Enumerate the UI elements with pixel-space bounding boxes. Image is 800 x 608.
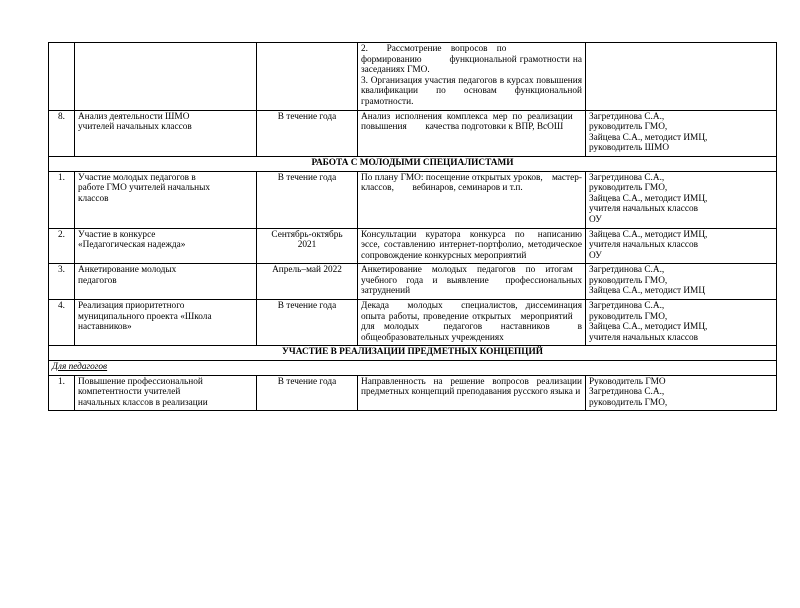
row-description-cell — [358, 300, 586, 346]
responsible-line: Загретдинова С.А., — [589, 111, 665, 122]
row-responsible-cell — [586, 264, 777, 300]
row-event-cell — [75, 375, 257, 411]
row-responsible-cell — [586, 375, 777, 411]
row-description-cell — [358, 110, 586, 156]
event-line: классов — [78, 193, 109, 204]
table-row — [49, 110, 777, 156]
event-line: Анкетирование молодых — [78, 265, 177, 276]
responsible-line: Руководитель ГМО — [589, 376, 666, 387]
row-event-cell — [75, 300, 257, 346]
responsible-line: Зайцева С.А., методист ИМЦ, — [589, 322, 708, 333]
responsible-line: учителя начальных классов — [589, 204, 698, 215]
row-description-cell — [358, 171, 586, 228]
responsible-line: Загретдинова С.А., — [589, 172, 665, 183]
row-date-cell: В течение года — [257, 375, 358, 411]
row-number-cell: 2. — [49, 228, 75, 264]
responsible-line: Загретдинова С.А., — [589, 301, 665, 312]
description-line: Анкетирование молодых педагогов по итогам учебного года и выявление профессиональных затруднений — [361, 265, 582, 297]
row-number-cell: 8. — [49, 110, 75, 156]
row-description-cell — [358, 264, 586, 300]
date-line: Сентябрь-октябрь — [271, 229, 343, 240]
event-line: начальных классов в реализации — [78, 397, 208, 408]
event-line: компетентности учителей — [78, 387, 181, 398]
row-description-cell — [358, 228, 586, 264]
row-description-cell — [358, 375, 586, 411]
row-number-cell: 1. — [49, 375, 75, 411]
section-title: УЧАСТИЕ В РЕАЛИЗАЦИИ ПРЕДМЕТНЫХ КОНЦЕПЦИЙ — [49, 346, 777, 361]
row-date-cell: В течение года — [257, 110, 358, 156]
row-number-cell: 1. — [49, 171, 75, 228]
table-row — [49, 264, 777, 300]
responsible-line: Загретдинова С.А., — [589, 387, 665, 398]
description-line: Анализ исполнения комплекса мер по реализации повышения качества подготовки к ВПР, ВсОШ — [361, 111, 582, 133]
event-line: Реализация приоритетного — [78, 301, 185, 312]
description-line: Консультации куратора конкурса по написанию эссе, составлению интернет-портфолио, методическое сопровождение конкурсных мероприятий — [361, 229, 582, 261]
row-responsible-cell — [586, 43, 777, 111]
event-line: «Педагогическая надежда» — [78, 240, 186, 251]
table-row — [49, 228, 777, 264]
date-line: 2021 — [297, 240, 317, 251]
description-line: Декада молодых специалистов, диссеминация опыта работы, проведение открытых мероприятий для молодых педагогов наставников в общеобразовательных учреждениях — [361, 301, 582, 343]
responsible-line: руководитель ШМО — [589, 143, 670, 154]
event-line: Участие молодых педагогов в — [78, 172, 196, 183]
description-line: Направленность на решение вопросов реализации предметных концепций преподавания русского языка и — [361, 376, 582, 398]
responsible-line: руководитель ГМО, — [589, 183, 668, 194]
responsible-line: руководитель ГМО, — [589, 275, 668, 286]
description-line: 3. Организация участия педагогов в курсах повышения квалификации по основам функциональной грамотности. — [361, 75, 582, 107]
row-responsible-cell — [586, 110, 777, 156]
event-line: Участие в конкурсе — [78, 229, 156, 240]
section-header-row — [49, 346, 777, 361]
row-date-cell: Апрель–май 2022 — [257, 264, 358, 300]
table-row — [49, 43, 777, 111]
responsible-line: Зайцева С.А., методист ИМЦ — [589, 286, 706, 297]
responsible-line: Загретдинова С.А., — [589, 265, 665, 276]
responsible-line: руководитель ГМО, — [589, 311, 668, 322]
responsible-line: руководитель ГМО, — [589, 122, 668, 133]
responsible-line: Зайцева С.А., методист ИМЦ, — [589, 132, 708, 143]
row-event-cell — [75, 43, 257, 111]
responsible-line: учителя начальных классов — [589, 240, 698, 251]
row-event-cell — [75, 264, 257, 300]
row-date-cell: В течение года — [257, 171, 358, 228]
row-date-cell: В течение года — [257, 300, 358, 346]
row-responsible-cell — [586, 171, 777, 228]
row-number-cell: 4. — [49, 300, 75, 346]
responsible-line: ОУ — [589, 214, 602, 225]
table-row — [49, 375, 777, 411]
description-line: По плану ГМО: посещение открытых уроков, мастер-классов, вебинаров, семинаров и т.п. — [361, 172, 582, 194]
row-responsible-cell — [586, 300, 777, 346]
schedule-table — [48, 42, 777, 411]
row-date-cell — [257, 228, 358, 264]
row-event-cell — [75, 110, 257, 156]
event-line: наставников» — [78, 322, 132, 333]
event-line: педагогов — [78, 275, 117, 286]
event-line: Повышение профессиональной — [78, 376, 203, 387]
responsible-line: руководитель ГМО, — [589, 397, 668, 408]
responsible-line: учителя начальных классов — [589, 332, 698, 343]
event-line: муниципального проекта «Школа — [78, 311, 212, 322]
row-number-cell — [49, 43, 75, 111]
row-description-cell — [358, 43, 586, 111]
document-page — [0, 42, 800, 608]
responsible-line: Зайцева С.А., методист ИМЦ, — [589, 229, 708, 240]
event-line: учителей начальных классов — [78, 122, 192, 133]
description-line: 2. Рассмотрение вопросов по формированию функциональной грамотности на заседаниях ГМО. — [361, 44, 582, 76]
responsible-line: ОУ — [589, 250, 602, 261]
table-body — [49, 43, 777, 411]
row-date-cell — [257, 43, 358, 111]
row-event-cell — [75, 171, 257, 228]
row-event-cell — [75, 228, 257, 264]
responsible-line: Зайцева С.А., методист ИМЦ, — [589, 193, 708, 204]
event-line: работе ГМО учителей начальных — [78, 183, 211, 194]
table-row — [49, 171, 777, 228]
subsection-title: Для педагогов — [49, 361, 777, 376]
row-number-cell: 3. — [49, 264, 75, 300]
subsection-header-row — [49, 361, 777, 376]
table-row — [49, 300, 777, 346]
section-title: РАБОТА С МОЛОДЫМИ СПЕЦИАЛИСТАМИ — [49, 156, 777, 171]
row-responsible-cell — [586, 228, 777, 264]
event-line: Анализ деятельности ШМО — [78, 111, 190, 122]
section-header-row — [49, 156, 777, 171]
